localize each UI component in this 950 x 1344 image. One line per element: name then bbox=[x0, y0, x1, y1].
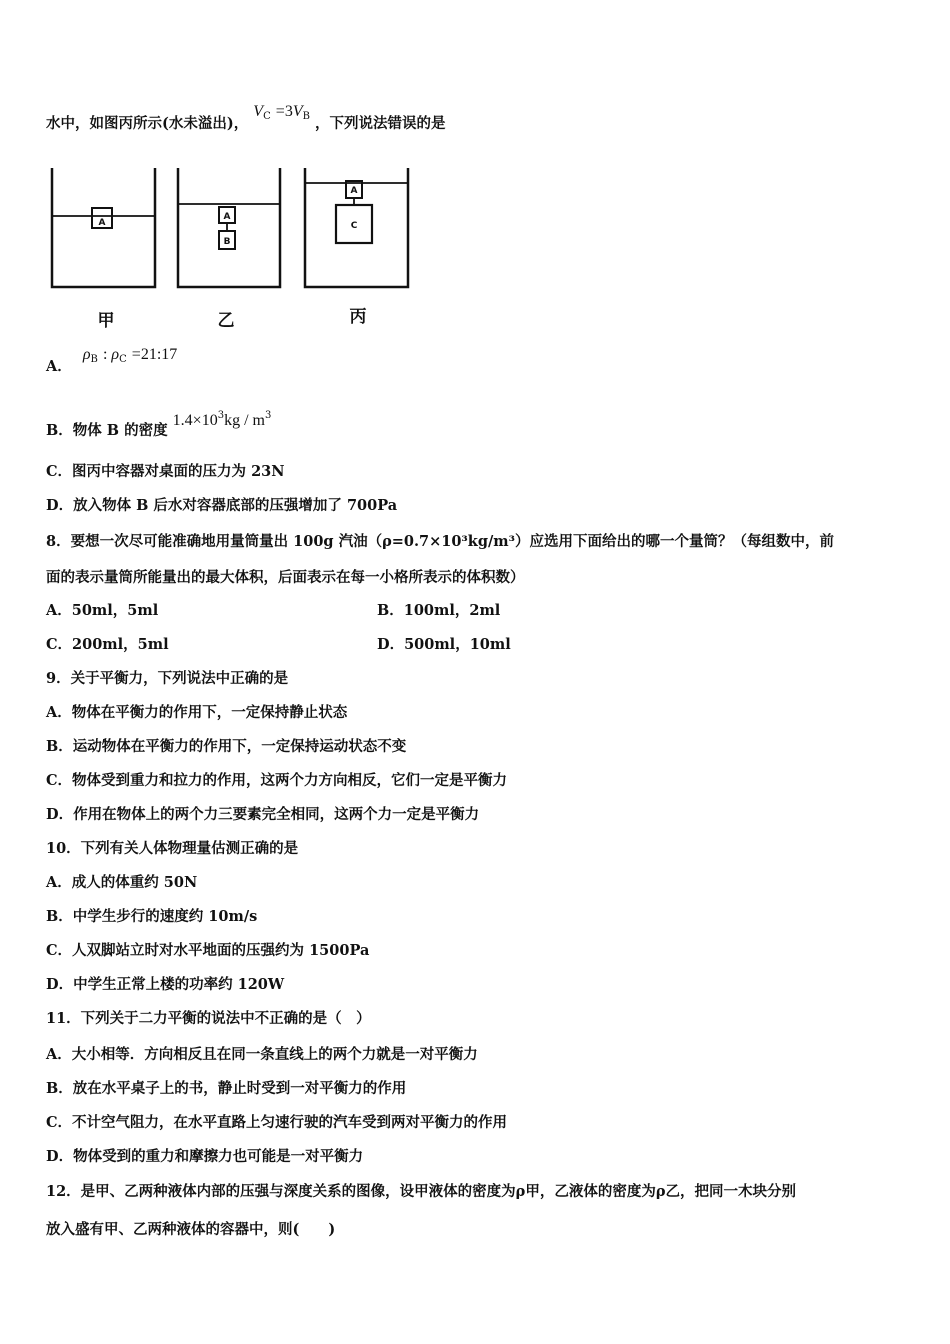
label-block-a-bing: A bbox=[350, 186, 358, 196]
q11-stem: 11．下列关于二力平衡的说法中不正确的是（ ） bbox=[46, 1010, 371, 1027]
q7-option-a bbox=[46, 346, 178, 382]
label-bing: 丙 bbox=[349, 307, 367, 327]
label-block-a-jia: A bbox=[98, 218, 106, 228]
q9-option-d: D．作用在物体上的两个力三要素完全相同，这两个力一定是平衡力 bbox=[46, 806, 480, 823]
label-yi: 乙 bbox=[217, 311, 235, 331]
q10-option-c: C．人双脚站立时对水平地面的压强约为 1500Pa bbox=[46, 942, 370, 959]
label-jia: 甲 bbox=[97, 311, 115, 331]
q10-option-a: A．成人的体重约 50N bbox=[46, 874, 198, 891]
q9-option-a: A．物体在平衡力的作用下，一定保持静止状态 bbox=[46, 704, 348, 721]
label-block-a-yi: A bbox=[223, 212, 231, 222]
q7-option-b-formula: $1.4\times 10^3kg / m^3$ bbox=[172, 410, 272, 429]
container-yi bbox=[178, 168, 280, 287]
q12-stem-line1: 12．是甲、乙两种液体内部的压强与深度关系的图像，设甲液体的密度为ρ甲，乙液体的密度为ρ乙，把同一木块分别 bbox=[46, 1183, 796, 1200]
q7-option-a-formula: $\rho_B$ : $\rho_C$ =21:17 bbox=[82, 346, 178, 365]
three-containers-figure bbox=[40, 160, 430, 335]
q11-option-d: D．物体受到的重力和摩擦力也可能是一对平衡力 bbox=[46, 1148, 364, 1165]
q11-option-a: A．大小相等．方向相反且在同一条直线上的两个力就是一对平衡力 bbox=[46, 1046, 478, 1063]
q11-option-b: B．放在水平桌子上的书，静止时受到一对平衡力的作用 bbox=[46, 1080, 407, 1097]
q9-option-b: B．运动物体在平衡力的作用下，一定保持运动状态不变 bbox=[46, 738, 407, 755]
q8-option-b: B．100ml，2ml bbox=[377, 602, 501, 619]
q8-stem-line2: 面的表示量筒所能量出的最大体积，后面表示在每一小格所表示的体积数） bbox=[46, 569, 525, 586]
label-block-c-bing: C bbox=[350, 221, 358, 231]
intro-text-before: 水中，如图丙所示(水未溢出)， bbox=[46, 115, 249, 132]
intro-formula: $V_C =3V_B$ bbox=[253, 103, 310, 122]
q11-option-c: C．不计空气阻力，在水平直路上匀速行驶的汽车受到两对平衡力的作用 bbox=[46, 1114, 508, 1131]
intro-line bbox=[46, 103, 446, 139]
q12-stem-line2: 放入盛有甲、乙两种液体的容器中，则( ) bbox=[46, 1221, 336, 1238]
q7-option-b bbox=[46, 410, 272, 441]
q10-stem: 10．下列有关人体物理量估测正确的是 bbox=[46, 840, 299, 857]
q9-stem: 9．关于平衡力，下列说法中正确的是 bbox=[46, 670, 289, 687]
q8-stem-line1: 8．要想一次尽可能准确地用量筒量出 100g 汽油（ρ=0.7×10³kg/m³）应选用下面给出的哪一个量筒？（每组数中，前 bbox=[46, 533, 834, 550]
q8-option-d: D．500ml，10ml bbox=[377, 636, 511, 653]
q8-option-a: A．50ml，5ml bbox=[46, 602, 159, 619]
q7-option-d: D．放入物体 B 后水对容器底部的压强增加了 700Pa bbox=[46, 497, 398, 514]
q9-option-c: C．物体受到重力和拉力的作用，这两个力方向相反，它们一定是平衡力 bbox=[46, 772, 508, 789]
q7-option-a-label: A． bbox=[46, 358, 72, 375]
label-block-b-yi: B bbox=[223, 237, 231, 247]
intro-text-after: ，下列说法错误的是 bbox=[315, 115, 446, 132]
q10-option-b: B．中学生步行的速度约 10m/s bbox=[46, 908, 258, 925]
q8-option-c: C．200ml，5ml bbox=[46, 636, 169, 653]
q7-option-c: C．图丙中容器对桌面的压力为 23N bbox=[46, 463, 285, 480]
q10-option-d: D．中学生正常上楼的功率约 120W bbox=[46, 976, 285, 993]
q7-option-b-text: B．物体 B 的密度 bbox=[46, 422, 168, 439]
